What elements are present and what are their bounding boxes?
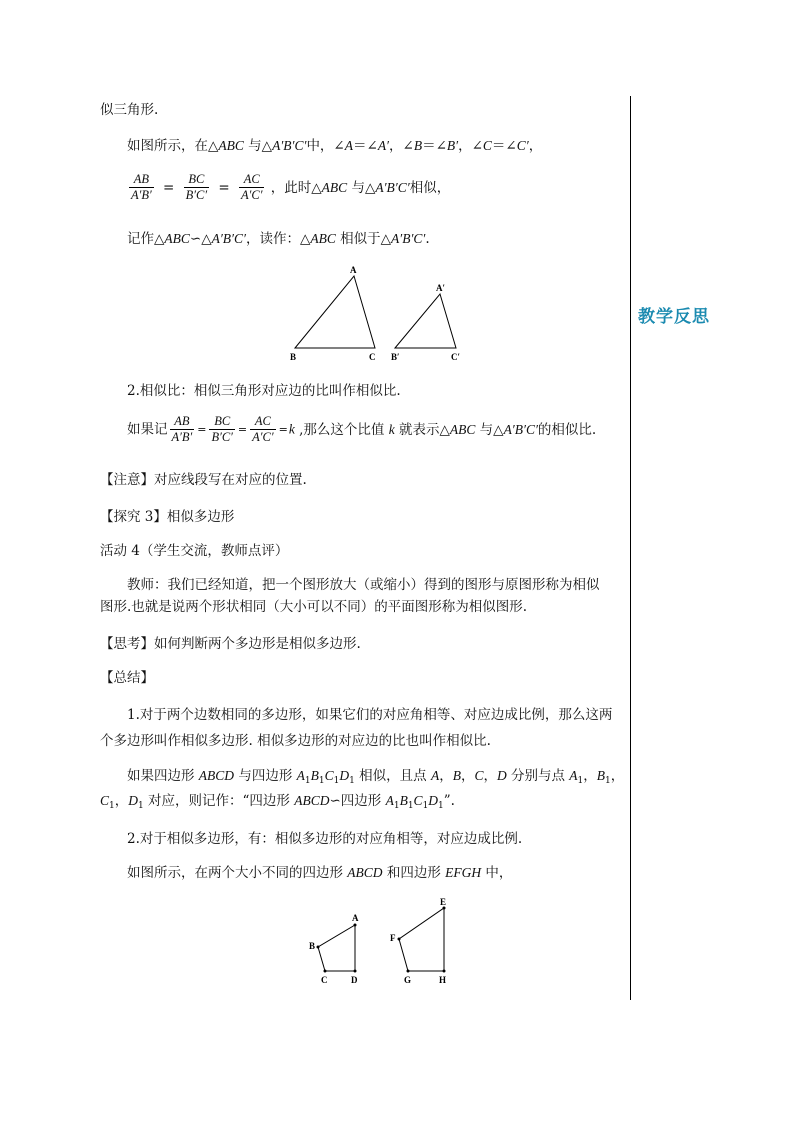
text: 如图所示，在△ (127, 138, 219, 154)
text-line: 似三角形. (100, 102, 159, 118)
vertex-label-b-prime: B′ (391, 352, 400, 362)
fraction (129, 172, 154, 203)
vertex-label-c: C (321, 975, 328, 985)
subscript: 1 (333, 776, 340, 786)
math: A′B′C′ (375, 179, 410, 195)
math: ABC (218, 138, 244, 153)
text (271, 180, 450, 196)
vertex-label-b: B (290, 352, 297, 362)
vertex-b-dot (317, 946, 320, 949)
equals: = (163, 179, 175, 196)
subscript: 1 (138, 801, 144, 811)
subscript: 1 (318, 776, 325, 786)
text: ， (483, 768, 497, 784)
fraction (239, 172, 264, 203)
vertex-c-dot (324, 970, 327, 973)
text: 如果四边形 (127, 768, 199, 784)
text: ＝∠ (491, 138, 517, 154)
denominator: B′C′ (211, 430, 233, 444)
text: 与△ (347, 179, 376, 196)
section-heading: 【探究 3】相似多边形 (100, 509, 235, 525)
denominator: A′C′ (241, 188, 263, 202)
math: ABCD (198, 768, 235, 783)
subscript: 1 (349, 776, 355, 786)
text-line: 【注意】对应线段写在对应的位置. (100, 472, 307, 488)
math: D (128, 793, 138, 808)
vertex-label-a-prime: A′ (436, 283, 446, 293)
text: 如图所示，在两个大小不同的四边形 (127, 865, 348, 881)
text: 相似于△ (335, 231, 392, 247)
text: ，∠ (458, 138, 483, 154)
text-line (127, 766, 624, 791)
subscript: 1 (393, 801, 400, 811)
ratio-line (127, 172, 450, 203)
text: ， (460, 768, 475, 784)
math: C (482, 138, 492, 153)
math: D (496, 768, 507, 783)
text-line: 2.对于相似多边形，有：相似多边形的对应角相等，对应边成比例. (127, 831, 523, 847)
math: ABC (164, 231, 190, 246)
text: 如果记 (127, 421, 168, 438)
triangle-a1b1c1 (395, 294, 456, 348)
math: D (428, 793, 439, 808)
text: ”. (443, 793, 455, 809)
text: 对应，则记作：“四边形 (143, 793, 295, 809)
text-line: 2.相似比：相似三角形对应边的比叫作相似比. (127, 383, 401, 399)
math: B′ (446, 138, 459, 153)
fraction (250, 414, 275, 445)
text-line (100, 791, 455, 816)
math: k (388, 421, 395, 437)
denominator: A′C′ (252, 430, 274, 444)
equals: = (197, 422, 207, 436)
text: 中， (481, 865, 513, 881)
text: 记作△ (127, 231, 165, 247)
vertex-g-dot (407, 970, 410, 973)
math: C′ (516, 138, 529, 153)
vertex-label-e: E (440, 897, 447, 907)
text: 与四边形 (234, 768, 297, 784)
math: A (430, 768, 440, 783)
numerator: AB (129, 172, 154, 188)
math: A (344, 138, 353, 153)
text: ， (114, 793, 129, 809)
text: ＝∠ (422, 138, 447, 154)
subscript: 1 (605, 776, 611, 786)
vertex-label-c-prime: C′ (451, 352, 461, 362)
math: EFGH (445, 865, 482, 880)
text-line (127, 863, 512, 883)
text: 就表示△ (394, 421, 450, 438)
numerator: AC (239, 172, 264, 188)
text-line: 【总结】 (100, 670, 154, 686)
equals: = (218, 179, 230, 196)
quadrilateral-efgh (399, 908, 444, 971)
vertex-label-h: H (439, 975, 447, 985)
equals: = (237, 422, 248, 436)
vertex-label-a: A (350, 265, 357, 275)
text: ，此时△ (270, 179, 322, 196)
text: ，读作：△ (245, 231, 311, 247)
fraction (184, 172, 209, 203)
subscript: 1 (407, 801, 414, 811)
text: 中，∠ (306, 138, 345, 154)
text-line: 【思考】如何判断两个多边形是相似多边形. (100, 636, 361, 652)
subscript: 1 (438, 801, 444, 811)
math: ABCD (347, 865, 383, 880)
math: C (474, 768, 484, 783)
vertex-label-f: F (390, 933, 396, 943)
math: C (100, 793, 110, 808)
math: A′B′C′ (211, 231, 246, 246)
text: ∽△ (189, 231, 212, 247)
text: ,那么这个比值 (294, 421, 389, 438)
math: A′ (377, 138, 390, 153)
math: A′B′C′ (272, 138, 307, 153)
numerator: BC (184, 172, 209, 188)
text: 和四边形 (382, 865, 446, 881)
math: ABC (321, 179, 348, 195)
triangle-abc (295, 276, 375, 348)
denominator: A′B′ (131, 188, 152, 202)
text-line: 1.对于两个边数相同的多边形，如果它们的对应角相等、对应边成比例，那么这两 (127, 707, 613, 723)
numerator: AC (250, 414, 275, 430)
text: 的相似比. (537, 421, 597, 438)
math: A′B′C′ (503, 421, 538, 437)
vertex-label-a: A (352, 913, 359, 923)
vertex-h-dot (443, 970, 446, 973)
subscript: 1 (422, 801, 429, 811)
denominator: A′B′ (171, 430, 193, 444)
text-line (127, 136, 542, 156)
quad-efgh-vertices (398, 907, 446, 973)
text: ∽四边形 (329, 793, 386, 809)
text: ， (583, 768, 597, 784)
math: D (339, 768, 350, 783)
ratio-line (127, 414, 596, 445)
math: k (288, 421, 295, 437)
math: ABCD (294, 793, 330, 808)
subscript: 1 (304, 776, 311, 786)
math: B (413, 138, 423, 153)
math: C (413, 793, 423, 808)
vertex-f-dot (398, 938, 401, 941)
text: 相似， (409, 179, 451, 196)
math: B (452, 768, 461, 783)
vertex-label-g: G (404, 975, 412, 985)
text: ， (439, 768, 453, 784)
subscript: 1 (109, 801, 115, 811)
margin-divider (630, 96, 631, 1000)
denominator: B′C′ (185, 188, 208, 202)
text (295, 422, 596, 438)
text: 分别与点 (506, 768, 570, 784)
text-line: 活动 4（学生交流，教师点评） (100, 543, 289, 559)
math: C (324, 768, 334, 783)
vertex-label-d: D (351, 975, 358, 985)
vertex-a-dot (354, 924, 357, 927)
subscript: 1 (577, 776, 584, 786)
reflection-heading: 教学反思 (638, 307, 710, 327)
vertex-label-b: B (309, 941, 316, 951)
text: 相似，且点 (354, 768, 431, 784)
vertex-d-dot (354, 970, 357, 973)
text: ，∠ (389, 138, 414, 154)
text-line: 个多边形叫作相似多边形. 相似多边形的对应边的比也叫作相似比. (100, 733, 491, 749)
equals: = (278, 422, 288, 436)
numerator: BC (209, 414, 234, 430)
math: A (569, 768, 578, 783)
vertex-label-c: C (369, 352, 376, 362)
fraction (170, 414, 195, 445)
text: 与△ (475, 421, 504, 438)
math: A′B′C′ (391, 231, 426, 246)
math: B (310, 768, 319, 783)
quadrilateral-abcd (318, 925, 355, 971)
text-line: 教师：我们已经知道，把一个图形放大（或缩小）得到的图形与原图形称为相似 (127, 577, 600, 593)
similar-triangles-figure (280, 262, 480, 370)
math: B (596, 768, 606, 783)
text: 与△ (243, 138, 273, 154)
numerator: AB (170, 414, 195, 430)
text: ， (528, 138, 543, 154)
text-line: 图形.也就是说两个形状相同（大小可以不同）的平面图形称为相似图形. (100, 599, 528, 615)
text: ＝∠ (353, 138, 378, 154)
text-line (127, 229, 430, 249)
similar-quadrilaterals-figure (300, 893, 470, 993)
math: A (296, 768, 305, 783)
quad-abcd-vertices (317, 924, 357, 973)
math: ABC (449, 421, 476, 437)
math: B (399, 793, 408, 808)
text: . (425, 231, 430, 247)
text: ， (610, 768, 625, 784)
math: ABC (310, 231, 336, 246)
fraction (209, 414, 234, 445)
math: A (385, 793, 394, 808)
